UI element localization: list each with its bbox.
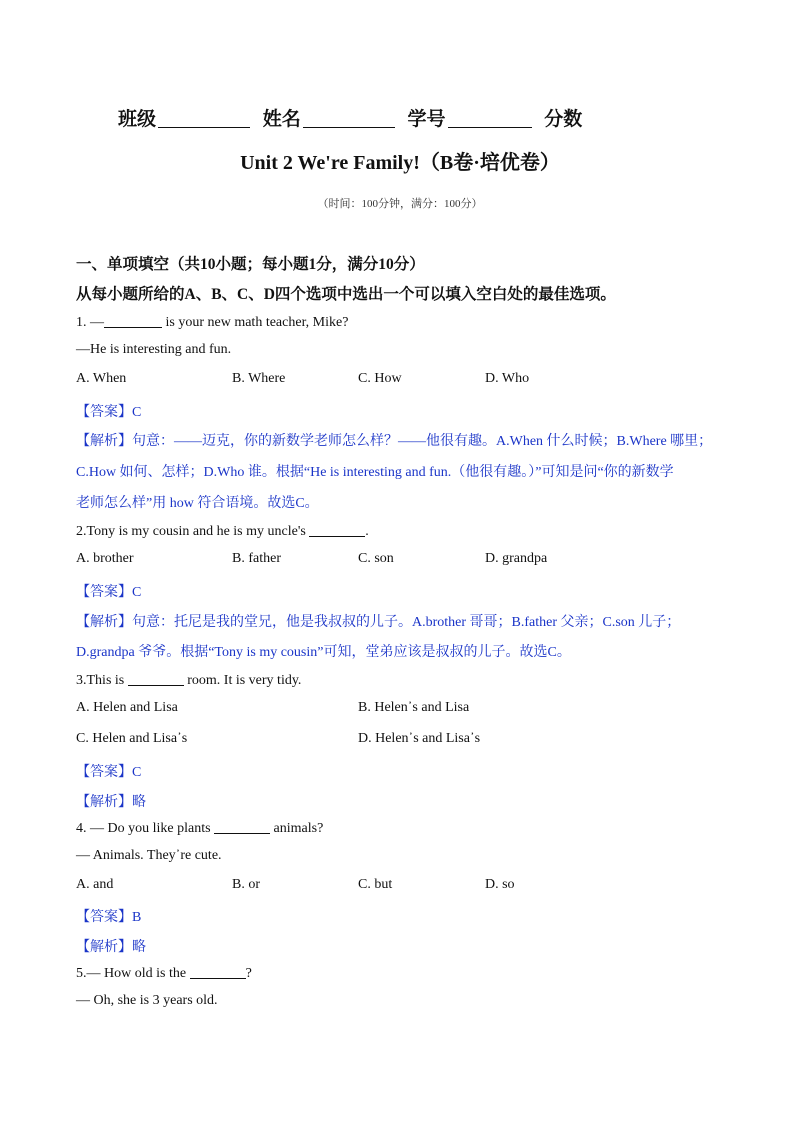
question-4-response: — Animals. They᾽re cute. [76, 848, 222, 863]
option-d: D. grandpa [485, 551, 548, 566]
answer-blank [309, 522, 365, 537]
score-label: 分数 [544, 109, 583, 130]
id-blank [448, 109, 532, 128]
question-text: animals? [270, 821, 324, 836]
answer-blank [104, 313, 162, 328]
question-2 [76, 522, 369, 540]
answer-label: 【答案】B [76, 910, 142, 925]
exam-time-score: （时间：100分钟，满分：100分） [317, 198, 483, 210]
question-text: 3.This is [76, 673, 128, 688]
name-blank [303, 109, 395, 128]
option-b: B. father [232, 551, 281, 566]
explanation-line: 老师怎么样”用 how 符合语境。故选C。 [76, 496, 319, 511]
section-instruction: 从每小题所给的A、B、C、D四个选项中选出一个可以填入空白处的最佳选项。 [76, 286, 616, 303]
question-3 [76, 671, 301, 689]
answer-blank [214, 819, 270, 834]
student-info-line [118, 104, 582, 131]
option-d: D. Helen᾽s and Lisa᾽s [358, 731, 481, 746]
answer-blank [128, 671, 184, 686]
question-5-response: — Oh, she is 3 years old. [76, 993, 218, 1008]
class-label: 班级 [118, 109, 157, 130]
question-4 [76, 819, 323, 837]
option-a: A. Helen and Lisa [76, 700, 178, 715]
question-text: ? [245, 966, 252, 981]
explanation-line: 【解析】句意：——迈克，你的新数学老师怎么样？——他很有趣。A.When 什么时候；B.Where 哪里； [76, 434, 713, 449]
question-text: . [365, 524, 369, 539]
answer-label: 【答案】C [76, 405, 142, 420]
question-1 [76, 313, 348, 331]
option-b: B. Where [232, 371, 286, 386]
explanation-line: 【解析】略 [76, 940, 146, 955]
class-blank [158, 109, 250, 128]
option-c: C. son [358, 551, 394, 566]
section-heading: 一、单项填空（共10小题；每小题1分，满分10分） [76, 256, 425, 273]
question-text: 1. — [76, 315, 104, 330]
option-c: C. How [358, 371, 402, 386]
question-text: 5.— How old is the [76, 966, 190, 981]
option-b: B. or [232, 877, 260, 892]
option-a: A. and [76, 877, 114, 892]
explanation-line: 【解析】略 [76, 795, 146, 810]
explanation-line: D.grandpa 爷爷。根据“Tony is my cousin”可知，堂弟应该是叔叔的儿子。故选C。 [76, 645, 571, 660]
answer-blank [190, 964, 246, 979]
option-d: D. so [485, 877, 515, 892]
question-text: room. It is very tidy. [183, 673, 302, 688]
option-b: B. Helen᾽s and Lisa [358, 700, 470, 715]
answer-label: 【答案】C [76, 765, 142, 780]
question-text: 2.Tony is my cousin and he is my uncle's [76, 524, 310, 539]
option-c: C. Helen and Lisa᾽s [76, 731, 188, 746]
question-1-response: —He is interesting and fun. [76, 342, 232, 357]
explanation-line: 【解析】句意：托尼是我的堂兄，他是我叔叔的儿子。A.brother 哥哥；B.father 父亲；C.son 儿子； [76, 615, 681, 630]
question-text: 4. — Do you like plants [76, 821, 215, 836]
option-a: A. brother [76, 551, 134, 566]
page-title: Unit 2 We're Family!（B卷·培优卷） [240, 152, 560, 174]
option-d: D. Who [485, 371, 530, 386]
explanation-line: C.How 如何、怎样；D.Who 谁。根据“He is interesting and fun.（他很有趣。）”可知是问“你的新数学 [76, 465, 674, 480]
question-5 [76, 964, 252, 982]
id-label: 学号 [407, 109, 446, 130]
name-label: 姓名 [262, 109, 301, 130]
option-c: C. but [358, 877, 393, 892]
answer-label: 【答案】C [76, 585, 142, 600]
option-a: A. When [76, 371, 127, 386]
question-text: is your new math teacher, Mike? [162, 315, 349, 330]
